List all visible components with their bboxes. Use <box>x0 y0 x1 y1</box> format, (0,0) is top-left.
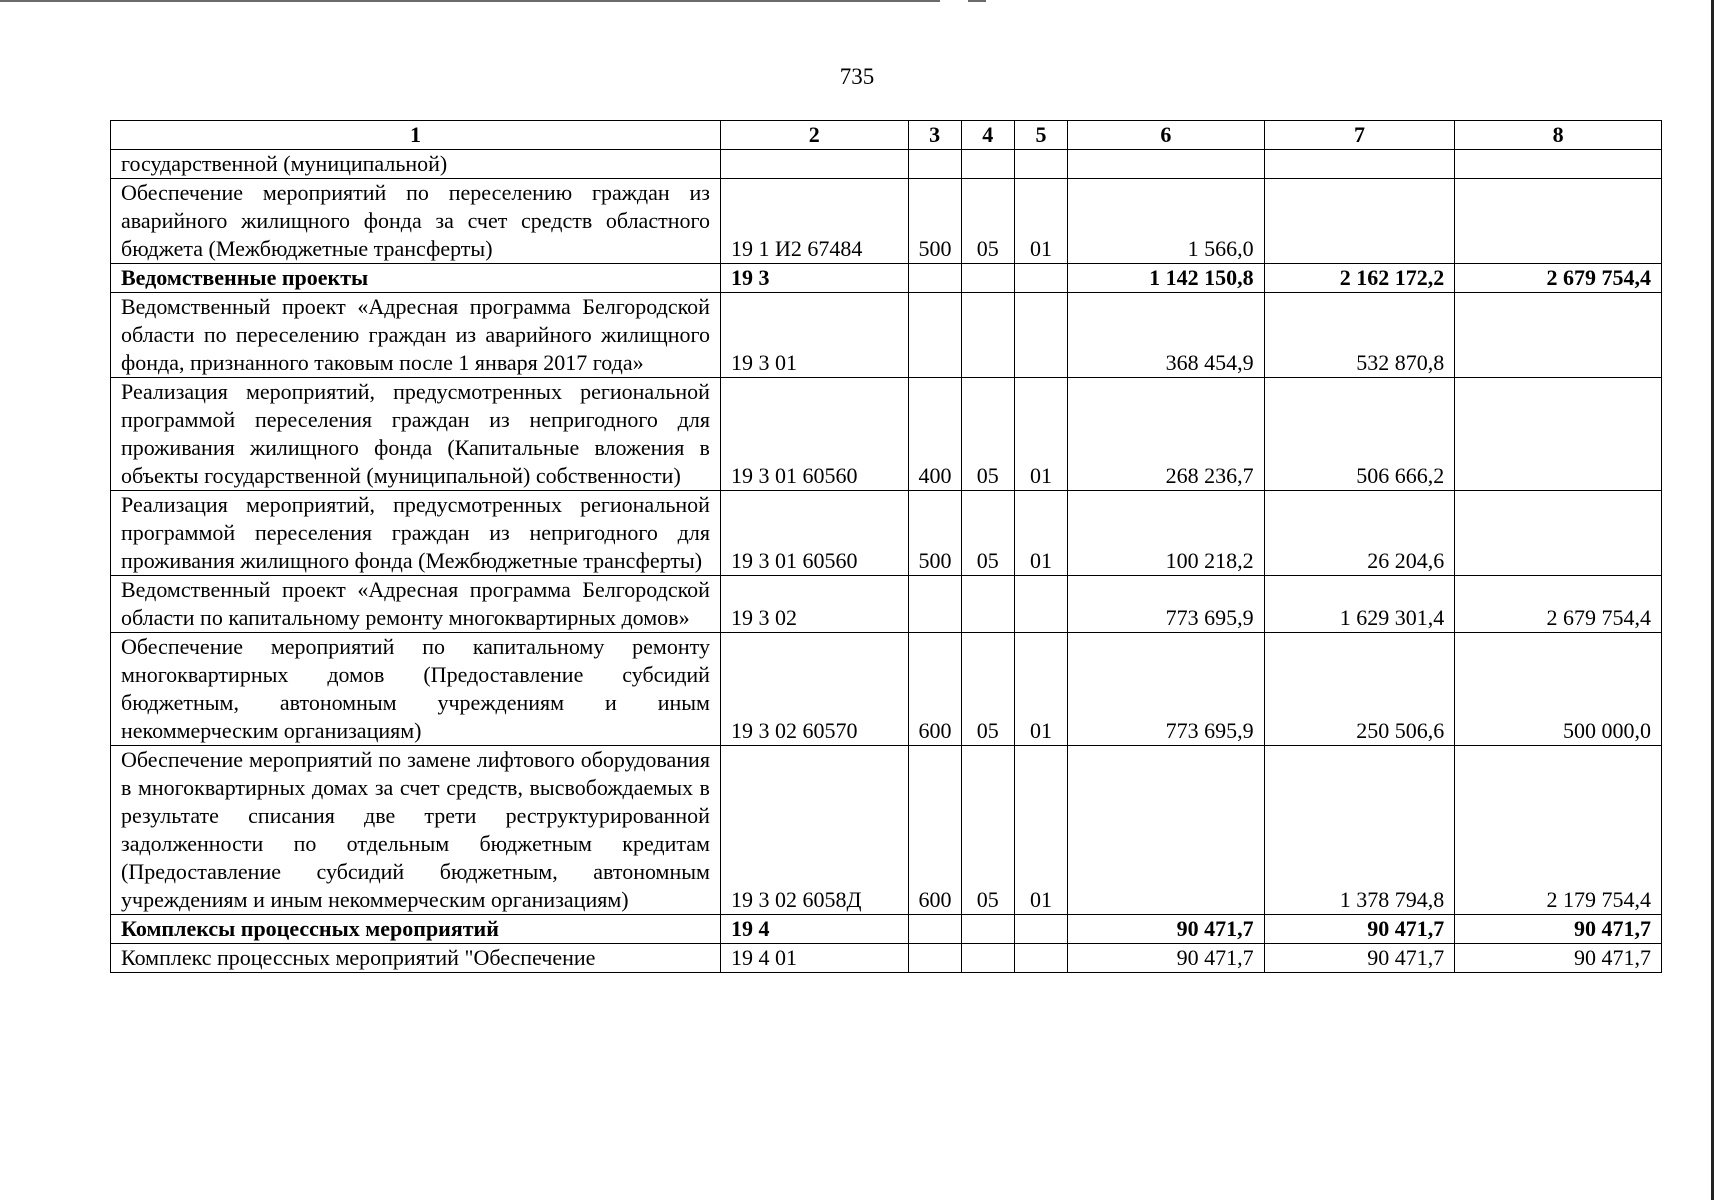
row-value-7 <box>1264 179 1455 264</box>
row-col5 <box>1014 576 1067 633</box>
scan-artifact-line <box>0 0 940 2</box>
row-value-8: 90 471,7 <box>1455 944 1662 973</box>
row-value-8 <box>1455 491 1662 576</box>
row-code: 19 1 И2 67484 <box>720 179 908 264</box>
row-value-6: 773 695,9 <box>1068 633 1265 746</box>
table-row <box>111 576 1662 633</box>
row-col5 <box>1014 944 1067 973</box>
row-col4 <box>961 944 1014 973</box>
row-value-7: 1 378 794,8 <box>1264 746 1455 915</box>
row-name: Ведомственный проект «Адресная программа Белгородской области по переселению граждан из аварийного жилищного фонда, признанного таковым после 1 января 2017 года» <box>111 293 721 378</box>
row-col5: 01 <box>1014 633 1067 746</box>
scan-artifact-line <box>968 0 986 2</box>
table-row <box>111 633 1662 746</box>
row-value-6 <box>1068 150 1265 179</box>
row-col5: 01 <box>1014 179 1067 264</box>
row-value-7: 250 506,6 <box>1264 633 1455 746</box>
row-code: 19 3 02 60570 <box>720 633 908 746</box>
row-col3 <box>908 944 961 973</box>
row-col4: 05 <box>961 491 1014 576</box>
row-code: 19 3 <box>720 264 908 293</box>
row-col5 <box>1014 293 1067 378</box>
row-col4 <box>961 915 1014 944</box>
row-name: Обеспечение мероприятий по переселению граждан из аварийного жилищного фонда за счет средств областного бюджета (Межбюджетные трансферты) <box>111 179 721 264</box>
row-code: 19 3 01 60560 <box>720 491 908 576</box>
row-value-7: 26 204,6 <box>1264 491 1455 576</box>
row-value-8: 90 471,7 <box>1455 915 1662 944</box>
row-code: 19 3 01 <box>720 293 908 378</box>
row-value-8 <box>1455 150 1662 179</box>
table-row <box>111 491 1662 576</box>
row-col4: 05 <box>961 378 1014 491</box>
row-name: Комплекс процессных мероприятий "Обеспечение <box>111 944 721 973</box>
row-value-6: 268 236,7 <box>1068 378 1265 491</box>
row-col5 <box>1014 150 1067 179</box>
row-code: 19 4 <box>720 915 908 944</box>
row-col3 <box>908 150 961 179</box>
row-value-7: 90 471,7 <box>1264 944 1455 973</box>
row-value-6: 1 142 150,8 <box>1068 264 1265 293</box>
row-col5: 01 <box>1014 378 1067 491</box>
row-value-7: 1 629 301,4 <box>1264 576 1455 633</box>
column-header: 4 <box>961 121 1014 150</box>
table-row <box>111 150 1662 179</box>
row-name: Обеспечение мероприятий по капитальному ремонту многоквартирных домов (Предоставление субсидий бюджетным, автономным учреждениям и иным некоммерческим организациям) <box>111 633 721 746</box>
column-header: 1 <box>111 121 721 150</box>
row-code: 19 3 01 60560 <box>720 378 908 491</box>
table-row <box>111 179 1662 264</box>
row-name: Ведомственный проект «Адресная программа Белгородской области по капитальному ремонту многоквартирных домов» <box>111 576 721 633</box>
row-col4 <box>961 150 1014 179</box>
row-name: государственной (муниципальной) <box>111 150 721 179</box>
row-value-6: 90 471,7 <box>1068 944 1265 973</box>
row-col5 <box>1014 264 1067 293</box>
row-col5: 01 <box>1014 746 1067 915</box>
column-header: 7 <box>1264 121 1455 150</box>
row-name: Реализация мероприятий, предусмотренных региональной программой переселения граждан из непригодного для проживания жилищного фонда (Капитальные вложения в объекты государственной (муниципальной) собственности) <box>111 378 721 491</box>
row-col5: 01 <box>1014 491 1067 576</box>
row-col3: 600 <box>908 746 961 915</box>
column-header: 8 <box>1455 121 1662 150</box>
row-value-6: 1 566,0 <box>1068 179 1265 264</box>
row-col4 <box>961 264 1014 293</box>
row-code <box>720 150 908 179</box>
row-code: 19 3 02 6058Д <box>720 746 908 915</box>
row-value-8: 2 179 754,4 <box>1455 746 1662 915</box>
table-row <box>111 378 1662 491</box>
row-col3: 500 <box>908 179 961 264</box>
row-code: 19 4 01 <box>720 944 908 973</box>
column-header: 6 <box>1068 121 1265 150</box>
table-row <box>111 915 1662 944</box>
row-col3 <box>908 264 961 293</box>
row-col3: 500 <box>908 491 961 576</box>
row-col3: 400 <box>908 378 961 491</box>
row-value-7: 532 870,8 <box>1264 293 1455 378</box>
table-row <box>111 944 1662 973</box>
row-value-8: 2 679 754,4 <box>1455 576 1662 633</box>
table-row <box>111 264 1662 293</box>
row-value-8 <box>1455 378 1662 491</box>
row-value-6: 90 471,7 <box>1068 915 1265 944</box>
row-value-6 <box>1068 746 1265 915</box>
row-name: Комплексы процессных мероприятий <box>111 915 721 944</box>
row-value-6: 773 695,9 <box>1068 576 1265 633</box>
table-header-row <box>111 121 1662 150</box>
row-col4: 05 <box>961 746 1014 915</box>
row-col4 <box>961 293 1014 378</box>
row-name: Ведомственные проекты <box>111 264 721 293</box>
row-value-6: 100 218,2 <box>1068 491 1265 576</box>
row-col3 <box>908 576 961 633</box>
row-col3 <box>908 915 961 944</box>
row-col4: 05 <box>961 179 1014 264</box>
column-header: 3 <box>908 121 961 150</box>
row-col3 <box>908 293 961 378</box>
row-value-7: 506 666,2 <box>1264 378 1455 491</box>
row-value-8: 2 679 754,4 <box>1455 264 1662 293</box>
row-col4 <box>961 576 1014 633</box>
row-value-7 <box>1264 150 1455 179</box>
row-value-8 <box>1455 179 1662 264</box>
row-value-7: 2 162 172,2 <box>1264 264 1455 293</box>
column-header: 5 <box>1014 121 1067 150</box>
row-col4: 05 <box>961 633 1014 746</box>
row-value-8 <box>1455 293 1662 378</box>
row-name: Обеспечение мероприятий по замене лифтового оборудования в многоквартирных домах за счет средств, высвобождаемых в результате списания две трети реструктурированной задолженности по отдельным бюджетным кредитам (Предоставление субсидий бюджетным, автономным учреждениям и иным некоммерческим организациям) <box>111 746 721 915</box>
row-col3: 600 <box>908 633 961 746</box>
row-value-6: 368 454,9 <box>1068 293 1265 378</box>
column-header: 2 <box>720 121 908 150</box>
table-row <box>111 746 1662 915</box>
row-col5 <box>1014 915 1067 944</box>
row-name: Реализация мероприятий, предусмотренных региональной программой переселения граждан из непригодного для проживания жилищного фонда (Межбюджетные трансферты) <box>111 491 721 576</box>
budget-table <box>110 120 1662 973</box>
table-row <box>111 293 1662 378</box>
page-number: 735 <box>839 64 875 89</box>
row-value-7: 90 471,7 <box>1264 915 1455 944</box>
row-value-8: 500 000,0 <box>1455 633 1662 746</box>
row-code: 19 3 02 <box>720 576 908 633</box>
